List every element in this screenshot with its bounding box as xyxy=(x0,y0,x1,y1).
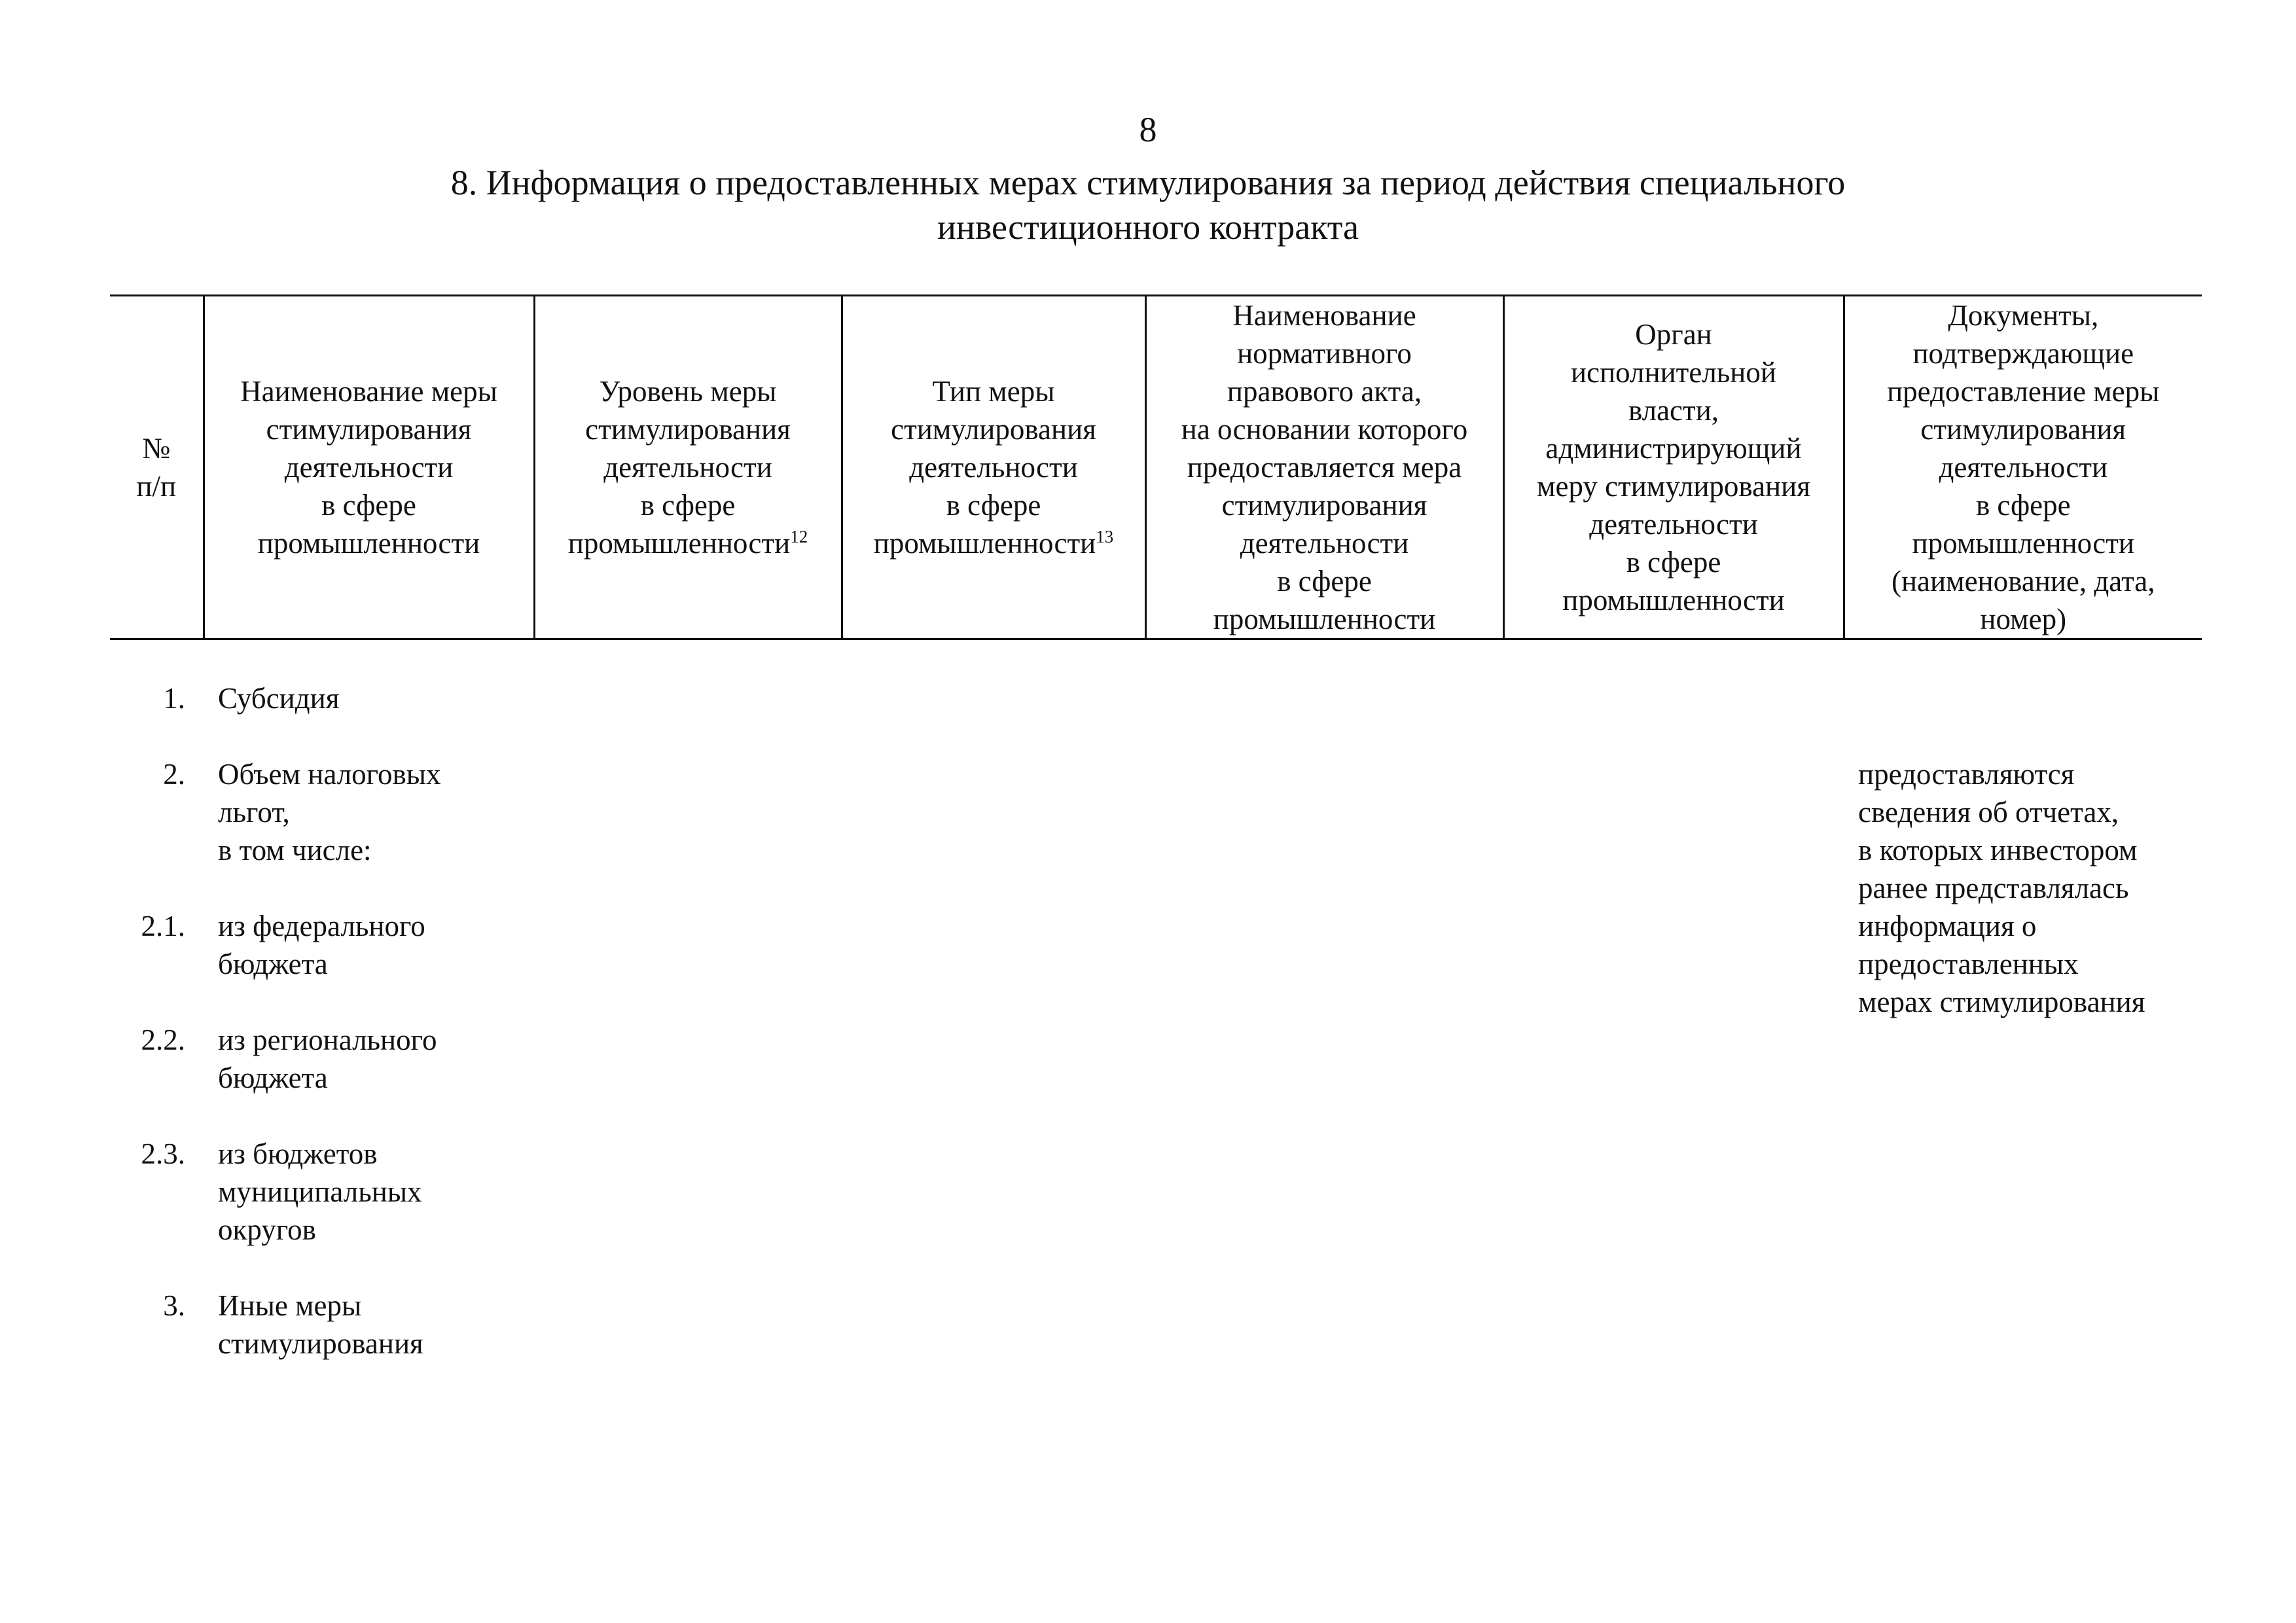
header-line: деятельности xyxy=(603,451,772,484)
empty-cell xyxy=(842,639,1145,718)
header-line: стимулирования xyxy=(266,413,472,446)
header-line: предоставляется мера xyxy=(1187,451,1462,484)
empty-cell xyxy=(842,983,1145,1097)
row-measure-name-line: в том числе: xyxy=(218,834,372,866)
documents-note xyxy=(1844,717,2202,1249)
row-measure-name-line: из федерального xyxy=(218,910,425,942)
header-line: Наименование xyxy=(1232,299,1416,332)
empty-cell xyxy=(1844,1249,2202,1363)
header-line: Уровень меры xyxy=(599,375,777,408)
documents-note-line: ранее представлялась xyxy=(1858,872,2129,904)
empty-cell xyxy=(534,983,842,1097)
row-measure-name xyxy=(204,639,534,718)
empty-cell xyxy=(1145,1097,1503,1249)
header-line: промышленности xyxy=(257,527,480,560)
row-measure-name-line: муниципальных xyxy=(218,1175,422,1208)
documents-note-line: предоставляются xyxy=(1858,758,2075,791)
table-row xyxy=(110,1249,2202,1363)
row-measure-name xyxy=(204,1249,534,1363)
empty-cell xyxy=(1503,983,1844,1097)
documents-note-line: информация о xyxy=(1858,910,2037,942)
header-line xyxy=(542,524,834,562)
header-measure-level xyxy=(534,296,842,639)
stimulus-measures-table xyxy=(110,294,2202,1363)
empty-cell xyxy=(1145,983,1503,1097)
row-measure-name-line: бюджета xyxy=(218,948,328,980)
documents-note-line: в которых инвестором xyxy=(1858,834,2138,866)
header-executive-body xyxy=(1503,296,1844,639)
row-measure-name-line: из регионального xyxy=(218,1024,437,1056)
section-title-line-1: 8. Информация о предоставленных мерах стимулирования за период действия специального xyxy=(450,163,1846,202)
header-number-line: № xyxy=(142,432,171,465)
header-line: в сфере xyxy=(1277,565,1372,597)
header-line: Документы, xyxy=(1948,299,2099,332)
row-number: 2.3. xyxy=(141,1137,185,1170)
header-line: в сфере xyxy=(321,489,416,522)
header-line: стимулирования xyxy=(891,413,1096,446)
header-line: стимулирования xyxy=(1221,489,1427,522)
header-line: стимулирования xyxy=(1920,413,2126,446)
empty-cell xyxy=(1503,639,1844,718)
row-measure-name xyxy=(204,717,534,869)
row-measure-name-line: из бюджетов xyxy=(218,1137,378,1170)
empty-cell xyxy=(1145,869,1503,983)
row-number: 2.2. xyxy=(141,1024,185,1056)
header-line: в сфере xyxy=(946,489,1041,522)
header-line: власти, xyxy=(1628,394,1719,427)
empty-cell xyxy=(534,869,842,983)
row-measure-name-line: Субсидия xyxy=(218,682,340,715)
header-line: номер) xyxy=(1980,603,2067,635)
header-line: стимулирования xyxy=(585,413,791,446)
header-line: деятельности xyxy=(284,451,454,484)
footnote-marker-13: 13 xyxy=(1096,527,1114,546)
header-line: Тип меры xyxy=(932,375,1055,408)
header-number-line: п/п xyxy=(136,470,177,503)
table-row xyxy=(110,639,2202,718)
row-measure-name xyxy=(204,1097,534,1249)
header-line: (наименование, дата, xyxy=(1891,565,2155,597)
empty-cell xyxy=(842,1097,1145,1249)
empty-cell xyxy=(534,639,842,718)
documents-note-line: сведения об отчетах, xyxy=(1858,796,2119,829)
row-number: 2. xyxy=(163,758,185,791)
row-measure-name-line: Иные меры xyxy=(218,1289,362,1322)
footnote-marker-12: 12 xyxy=(790,527,808,546)
header-line: Орган xyxy=(1635,318,1712,351)
header-line: нормативного xyxy=(1237,337,1412,370)
header-line: Наименование меры xyxy=(240,375,497,408)
empty-cell xyxy=(534,1249,842,1363)
row-measure-name xyxy=(204,869,534,983)
header-line: деятельности xyxy=(1589,508,1758,541)
row-number: 3. xyxy=(163,1289,185,1322)
empty-cell xyxy=(1145,639,1503,718)
header-line: промышленности xyxy=(1562,584,1785,616)
header-line: меру стимулирования xyxy=(1537,470,1810,503)
empty-cell xyxy=(1503,869,1844,983)
row-measure-name-line: Объем налоговых xyxy=(218,758,441,791)
header-line: деятельности xyxy=(1240,527,1409,560)
header-legal-act xyxy=(1145,296,1503,639)
documents-note-line: мерах стимулирования xyxy=(1858,986,2145,1018)
row-measure-name-line: округов xyxy=(218,1213,316,1246)
header-line: деятельности xyxy=(909,451,1078,484)
section-title-line-2: инвестиционного контракта xyxy=(937,207,1359,247)
header-line: на основании которого xyxy=(1181,413,1468,446)
empty-cell xyxy=(534,717,842,869)
header-documents xyxy=(1844,296,2202,639)
empty-cell xyxy=(1145,1249,1503,1363)
page-number: 8 xyxy=(1139,110,1157,149)
header-line: промышленности xyxy=(1912,527,2135,560)
documents-note-line: предоставленных xyxy=(1858,948,2079,980)
header-line: промышленности xyxy=(1213,603,1436,635)
header-line: администрирующий xyxy=(1545,432,1802,465)
header-line: в сфере xyxy=(1975,489,2071,522)
empty-cell xyxy=(1503,1249,1844,1363)
header-line xyxy=(850,524,1138,562)
header-line: исполнительной xyxy=(1571,356,1776,389)
row-number: 1. xyxy=(163,682,185,715)
row-measure-name-line: бюджета xyxy=(218,1061,328,1094)
empty-cell xyxy=(1503,1097,1844,1249)
header-line: в сфере xyxy=(1626,546,1721,579)
row-number: 2.1. xyxy=(141,910,185,942)
row-measure-name xyxy=(204,983,534,1097)
empty-cell xyxy=(534,1097,842,1249)
empty-cell xyxy=(1503,717,1844,869)
empty-cell xyxy=(842,717,1145,869)
empty-cell xyxy=(1145,717,1503,869)
header-line: деятельности xyxy=(1939,451,2108,484)
header-measure-name xyxy=(204,296,534,639)
header-measure-type xyxy=(842,296,1145,639)
table-body xyxy=(110,639,2202,1363)
empty-cell xyxy=(842,869,1145,983)
row-measure-name-line: льгот, xyxy=(218,796,290,829)
header-line-text: промышленности xyxy=(567,527,791,560)
empty-cell xyxy=(1844,639,2202,718)
header-line: в сфере xyxy=(640,489,736,522)
header-line: предоставление меры xyxy=(1887,375,2160,408)
header-line-text: промышленности xyxy=(873,527,1096,560)
section-title xyxy=(0,160,2296,249)
header-number xyxy=(110,296,204,639)
table-header xyxy=(110,296,2202,639)
row-measure-name-line: стимулирования xyxy=(218,1327,423,1360)
header-line: правового акта, xyxy=(1227,375,1422,408)
table-row xyxy=(110,717,2202,869)
header-line: подтверждающие xyxy=(1912,337,2134,370)
empty-cell xyxy=(842,1249,1145,1363)
